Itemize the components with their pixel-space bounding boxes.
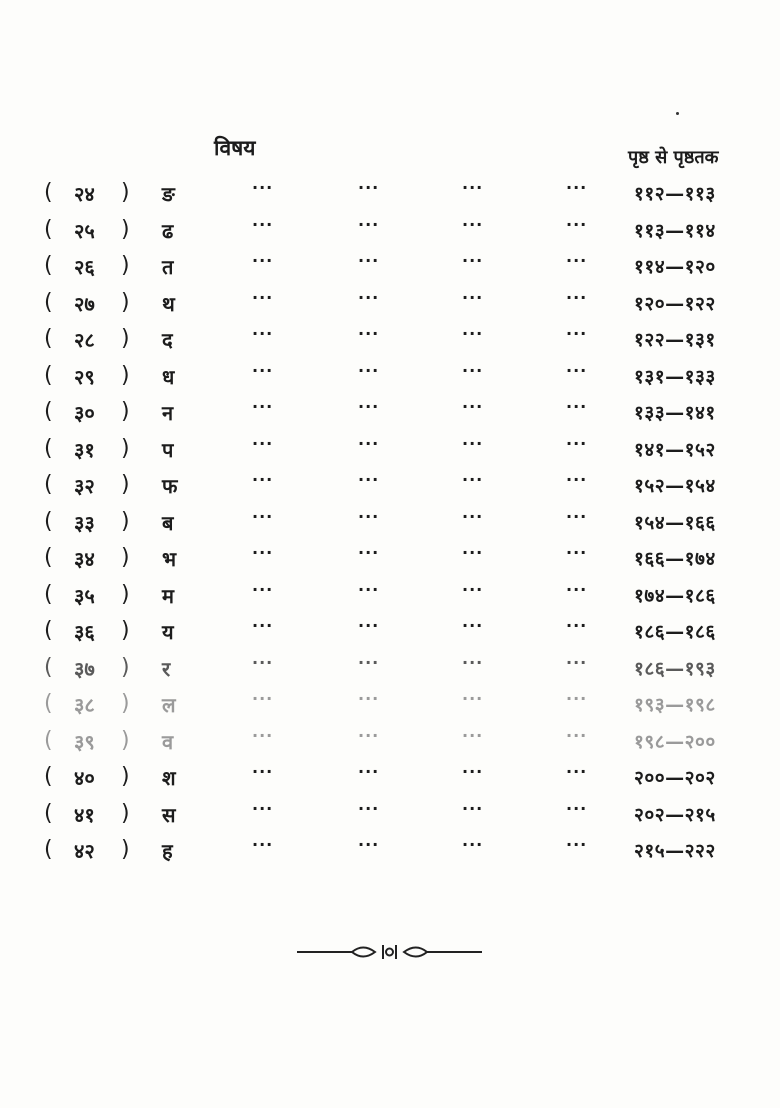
leader-dots: ··· <box>462 470 484 489</box>
leader-dots: ··· <box>566 251 588 270</box>
leader-dots: ··· <box>358 579 380 599</box>
leader-dots: ··· <box>462 616 484 635</box>
leader-dots: ··· <box>566 652 588 672</box>
row-number: ४१ <box>74 802 95 827</box>
leader-dots: ··· <box>566 470 588 489</box>
paren-open: ( <box>44 581 53 607</box>
leader-dots: ··· <box>252 579 274 599</box>
page-range: १९८—२०० <box>634 730 716 753</box>
paren-close: ) <box>121 289 130 315</box>
row-letter: र <box>162 656 171 681</box>
row-number: ३५ <box>74 583 95 608</box>
leader-dots: ··· <box>358 360 380 380</box>
row-letter: ढ <box>162 218 174 243</box>
page-range: १२०—१२२ <box>634 292 716 315</box>
leader-dots: ··· <box>566 214 588 234</box>
leader-dots: ··· <box>566 287 588 307</box>
leader-dots: ··· <box>358 506 380 526</box>
paren-close: ) <box>121 545 130 570</box>
leader-dots: ··· <box>566 579 588 599</box>
row-letter: द <box>162 328 173 352</box>
page-range: १३३—१४१ <box>634 402 716 424</box>
leader-dots: ··· <box>358 433 380 453</box>
row-number: ३९ <box>74 729 95 754</box>
paren-close: ) <box>121 837 130 862</box>
leader-dots: ··· <box>462 251 484 270</box>
paren-open: ( <box>44 180 53 205</box>
leader-dots: ··· <box>252 433 274 453</box>
row-number: ३२ <box>74 474 95 498</box>
leader-dots: ··· <box>566 433 588 453</box>
row-number: ४२ <box>74 839 95 863</box>
index-row <box>0 760 780 797</box>
leader-dots: ··· <box>462 433 484 453</box>
leader-dots: ··· <box>252 652 274 672</box>
page-range: १३१—१३३ <box>634 365 716 388</box>
index-row <box>0 614 780 651</box>
leader-dots: ··· <box>358 689 380 708</box>
row-number: ३४ <box>74 547 95 571</box>
leader-dots: ··· <box>358 543 380 562</box>
page-range: ११३—११४ <box>634 219 716 242</box>
leader-dots: ··· <box>252 178 274 197</box>
leader-dots: ··· <box>252 506 274 526</box>
index-row <box>0 176 780 213</box>
row-number: २४ <box>74 182 95 206</box>
paren-close: ) <box>121 618 130 643</box>
index-row <box>0 687 780 724</box>
leader-dots: ··· <box>252 470 274 489</box>
index-row <box>0 395 780 432</box>
index-row <box>0 468 780 505</box>
row-letter: व <box>162 729 174 754</box>
paren-open: ( <box>44 326 53 351</box>
row-number: ३० <box>74 401 95 425</box>
row-letter: थ <box>162 291 175 316</box>
index-row <box>0 578 780 615</box>
leader-dots: ··· <box>462 178 484 197</box>
page-range: १२२—१३१ <box>634 329 716 351</box>
paren-open: ( <box>44 800 53 826</box>
leader-dots: ··· <box>358 652 380 672</box>
row-letter: प <box>162 437 174 462</box>
leader-dots: ··· <box>252 725 274 745</box>
leader-dots: ··· <box>462 835 484 854</box>
paren-open: ( <box>44 508 53 534</box>
leader-dots: ··· <box>566 725 588 745</box>
paren-close: ) <box>121 180 130 205</box>
leader-dots: ··· <box>358 725 380 745</box>
leader-dots: ··· <box>252 251 274 270</box>
row-letter: य <box>162 620 174 644</box>
index-row <box>0 651 780 688</box>
index-row <box>0 359 780 396</box>
index-row <box>0 833 780 870</box>
page-range: १८६—१९३ <box>634 657 716 680</box>
paren-open: ( <box>44 399 53 424</box>
leader-dots: ··· <box>462 397 484 416</box>
leader-dots: ··· <box>358 798 380 818</box>
leader-dots: ··· <box>252 798 274 818</box>
leader-dots: ··· <box>566 543 588 562</box>
leader-dots: ··· <box>462 287 484 307</box>
page-range: १६६—१७४ <box>634 548 716 570</box>
row-number: ३१ <box>74 437 95 462</box>
page-range: २००—२०२ <box>634 767 716 789</box>
page-range: १४१—१५२ <box>634 438 716 461</box>
leader-dots: ··· <box>358 178 380 197</box>
row-letter: म <box>162 583 174 608</box>
paren-open: ( <box>44 545 53 570</box>
paren-close: ) <box>121 581 130 607</box>
paren-close: ) <box>121 435 130 461</box>
paren-close: ) <box>121 216 130 242</box>
leader-dots: ··· <box>566 324 588 343</box>
row-number: ४० <box>74 766 95 790</box>
leader-dots: ··· <box>462 652 484 672</box>
leader-dots: ··· <box>566 762 588 781</box>
leader-dots: ··· <box>566 360 588 380</box>
row-letter: न <box>162 401 174 425</box>
row-letter: स <box>162 802 176 827</box>
leader-dots: ··· <box>252 762 274 781</box>
paren-close: ) <box>121 472 130 497</box>
row-number: ३८ <box>74 693 95 717</box>
row-number: २८ <box>74 328 95 352</box>
row-letter: ध <box>162 364 175 389</box>
leader-dots: ··· <box>252 287 274 307</box>
index-row <box>0 286 780 323</box>
leader-dots: ··· <box>252 689 274 708</box>
paren-open: ( <box>44 435 53 461</box>
row-letter: श <box>162 766 176 790</box>
leader-dots: ··· <box>462 689 484 708</box>
page-range: १९३—१९८ <box>634 694 716 716</box>
leader-dots: ··· <box>358 214 380 234</box>
leader-dots: ··· <box>462 543 484 562</box>
leader-dots: ··· <box>358 397 380 416</box>
paren-close: ) <box>121 362 130 388</box>
paren-open: ( <box>44 764 53 789</box>
leader-dots: ··· <box>462 214 484 234</box>
index-row <box>0 724 780 761</box>
leader-dots: ··· <box>252 397 274 416</box>
paren-open: ( <box>44 654 53 680</box>
leader-dots: ··· <box>566 397 588 416</box>
leader-dots: ··· <box>462 798 484 818</box>
paren-close: ) <box>121 800 130 826</box>
paren-open: ( <box>44 618 53 643</box>
paren-close: ) <box>121 691 130 716</box>
leader-dots: ··· <box>358 251 380 270</box>
end-ornament-icon <box>297 940 482 964</box>
page-range-column-heading: पृष्ठ से पृष्ठतक <box>628 147 719 168</box>
leader-dots: ··· <box>462 579 484 599</box>
leader-dots: ··· <box>358 762 380 781</box>
row-number: २५ <box>74 218 95 243</box>
page-range: २०२—२१५ <box>634 803 716 826</box>
leader-dots: ··· <box>462 324 484 343</box>
row-number: ३३ <box>74 510 95 535</box>
row-number: २९ <box>74 364 95 389</box>
leader-dots: ··· <box>566 689 588 708</box>
row-letter: ल <box>162 693 176 717</box>
leader-dots: ··· <box>462 762 484 781</box>
leader-dots: ··· <box>252 835 274 854</box>
index-row <box>0 432 780 469</box>
leader-dots: ··· <box>358 287 380 307</box>
print-speck <box>676 112 679 115</box>
index-row <box>0 322 780 359</box>
page-range: ११४—१२० <box>634 256 716 278</box>
leader-dots: ··· <box>462 506 484 526</box>
page-range: २१५—२२२ <box>634 840 716 862</box>
index-table <box>0 176 780 870</box>
index-row <box>0 249 780 286</box>
paren-open: ( <box>44 727 53 753</box>
page-range: १७४—१८६ <box>634 584 716 607</box>
paren-close: ) <box>121 654 130 680</box>
paren-close: ) <box>121 727 130 753</box>
row-letter: ह <box>162 839 173 863</box>
page-range: १५४—१६६ <box>634 511 716 534</box>
page-range: १८६—१८६ <box>634 621 716 643</box>
paren-close: ) <box>121 253 130 278</box>
row-number: २६ <box>74 255 95 279</box>
leader-dots: ··· <box>252 616 274 635</box>
index-row <box>0 797 780 834</box>
row-number: २७ <box>74 291 95 316</box>
leader-dots: ··· <box>252 214 274 234</box>
paren-open: ( <box>44 691 53 716</box>
leader-dots: ··· <box>566 835 588 854</box>
leader-dots: ··· <box>462 725 484 745</box>
paren-close: ) <box>121 399 130 424</box>
leader-dots: ··· <box>358 616 380 635</box>
paren-close: ) <box>121 508 130 534</box>
paren-open: ( <box>44 216 53 242</box>
paren-close: ) <box>121 764 130 789</box>
leader-dots: ··· <box>358 835 380 854</box>
row-letter: भ <box>162 547 177 571</box>
paren-open: ( <box>44 362 53 388</box>
row-letter: फ <box>162 474 178 498</box>
leader-dots: ··· <box>462 360 484 380</box>
paren-open: ( <box>44 289 53 315</box>
row-letter: ब <box>162 510 174 535</box>
paren-open: ( <box>44 253 53 278</box>
paren-open: ( <box>44 837 53 862</box>
row-number: ३७ <box>74 656 95 681</box>
leader-dots: ··· <box>358 324 380 343</box>
page-range: ११२—११३ <box>634 183 716 205</box>
index-row <box>0 541 780 578</box>
index-row <box>0 505 780 542</box>
page-range: १५२—१५४ <box>634 475 716 497</box>
index-row <box>0 213 780 250</box>
leader-dots: ··· <box>358 470 380 489</box>
paren-open: ( <box>44 472 53 497</box>
leader-dots: ··· <box>252 543 274 562</box>
leader-dots: ··· <box>566 616 588 635</box>
paren-close: ) <box>121 326 130 351</box>
row-letter: ङ <box>162 182 175 206</box>
leader-dots: ··· <box>566 178 588 197</box>
row-letter: त <box>162 255 174 279</box>
subject-column-heading: विषय <box>214 136 256 160</box>
row-number: ३६ <box>74 620 95 644</box>
leader-dots: ··· <box>252 324 274 343</box>
leader-dots: ··· <box>252 360 274 380</box>
leader-dots: ··· <box>566 798 588 818</box>
leader-dots: ··· <box>566 506 588 526</box>
